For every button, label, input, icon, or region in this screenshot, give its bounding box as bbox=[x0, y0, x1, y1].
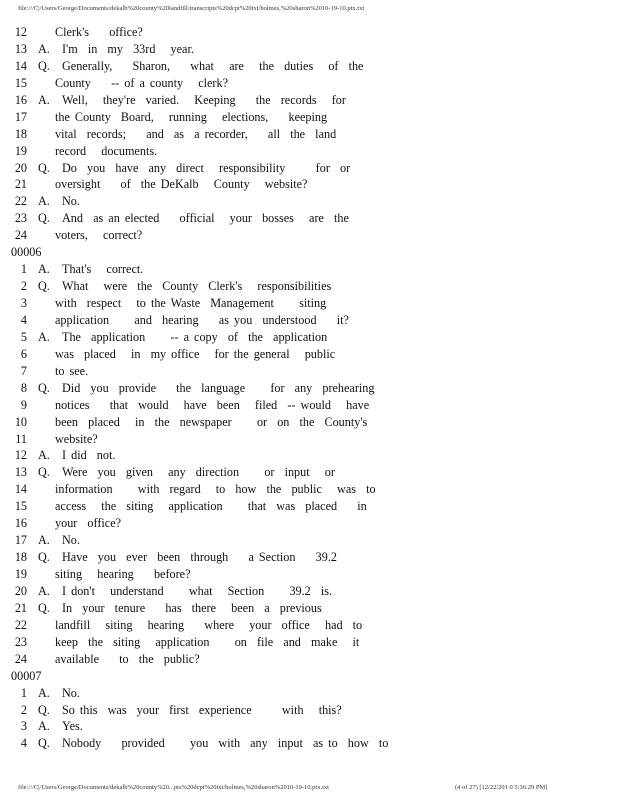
transcript-line bbox=[0, 227, 618, 244]
line-text: vital records; and as a recorder, all the land bbox=[55, 126, 337, 141]
page-number-marker: 00007 bbox=[11, 668, 42, 683]
transcript-line bbox=[0, 481, 618, 498]
line-number: 15 bbox=[14, 75, 27, 90]
transcript-line bbox=[0, 515, 618, 532]
line-number: 13 bbox=[14, 465, 27, 480]
line-number: 17 bbox=[14, 109, 27, 124]
transcript-line bbox=[0, 329, 618, 346]
transcript-line bbox=[0, 566, 618, 583]
line-number: 15 bbox=[14, 499, 27, 514]
line-number: 24 bbox=[14, 651, 27, 666]
line-number: 16 bbox=[14, 92, 27, 107]
line-text: notices that would have been filed -- would have bbox=[55, 397, 370, 412]
transcript-line bbox=[0, 447, 618, 464]
speaker-label: A. bbox=[38, 329, 50, 344]
line-number: 18 bbox=[14, 550, 27, 565]
line-number: 9 bbox=[20, 397, 27, 412]
line-number: 1 bbox=[20, 685, 27, 700]
transcript-line bbox=[0, 498, 618, 515]
transcript-line bbox=[0, 24, 618, 41]
speaker-label: Q. bbox=[38, 465, 50, 480]
line-number: 22 bbox=[14, 617, 27, 632]
line-number: 22 bbox=[14, 194, 27, 209]
transcript-line bbox=[0, 414, 618, 431]
line-text: I did not. bbox=[62, 448, 116, 463]
line-text: Clerk's office? bbox=[55, 25, 143, 39]
line-number: 5 bbox=[20, 329, 27, 344]
line-text: Nobody provided you with any input as to how to bbox=[62, 736, 389, 751]
transcript-body bbox=[0, 24, 618, 752]
line-text: Yes. bbox=[62, 719, 83, 734]
line-text: Well, they're varied. Keeping the records for bbox=[62, 92, 346, 107]
line-number: 6 bbox=[20, 346, 27, 361]
transcript-line bbox=[0, 735, 618, 752]
line-number: 17 bbox=[14, 533, 27, 548]
line-number: 21 bbox=[14, 177, 27, 192]
line-text: the County Board, running elections, keeping bbox=[55, 109, 328, 124]
line-text: Did you provide the language for any prehearing bbox=[62, 380, 375, 395]
line-text: So this was your first experience with this? bbox=[62, 702, 342, 717]
line-text: with respect to the Waste Management siting bbox=[55, 296, 327, 310]
transcript-line bbox=[0, 41, 618, 58]
transcript-line bbox=[0, 346, 618, 363]
line-number: 4 bbox=[20, 736, 27, 751]
line-text: And as an elected official your bosses are the bbox=[62, 211, 349, 226]
line-text: was placed in my office for the general public bbox=[55, 346, 336, 361]
page-marker bbox=[0, 668, 618, 685]
line-text: website? bbox=[55, 431, 98, 446]
transcript-line bbox=[0, 397, 618, 414]
page-footer bbox=[18, 784, 578, 791]
line-text: application and hearing as you understood it? bbox=[55, 312, 349, 327]
speaker-label: A. bbox=[38, 719, 50, 734]
line-text: record documents. bbox=[55, 143, 158, 158]
file-path-header: file:///C|/Users/George/Documents/dekalb%20county%20landfill/transcripts%20dcpt%20txt/holmes,%20sharon%2010-19-10.ptx.txt bbox=[18, 5, 365, 12]
line-number: 20 bbox=[14, 583, 27, 598]
line-number: 8 bbox=[20, 380, 27, 395]
line-text: Have you ever been through a Section 39.2 bbox=[62, 550, 337, 565]
line-number: 12 bbox=[14, 448, 27, 463]
transcript-line bbox=[0, 600, 618, 617]
speaker-label: A. bbox=[38, 533, 50, 548]
line-number: 14 bbox=[14, 482, 27, 497]
transcript-line bbox=[0, 58, 618, 75]
line-number: 12 bbox=[14, 25, 27, 39]
transcript-line bbox=[0, 634, 618, 651]
speaker-label: Q. bbox=[38, 160, 50, 175]
transcript-line bbox=[0, 176, 618, 193]
line-number: 3 bbox=[20, 719, 27, 734]
line-text: County -- of a county clerk? bbox=[55, 75, 228, 90]
transcript-line bbox=[0, 312, 618, 329]
transcript-line bbox=[0, 126, 618, 143]
line-number: 23 bbox=[14, 211, 27, 226]
line-text: I'm in my 33rd year. bbox=[62, 41, 194, 56]
transcript-line bbox=[0, 651, 618, 668]
transcript-line bbox=[0, 92, 618, 109]
line-number: 18 bbox=[14, 126, 27, 141]
transcript-line bbox=[0, 363, 618, 380]
line-text: No. bbox=[62, 533, 80, 548]
line-text: I don't understand what Section 39.2 is. bbox=[62, 583, 333, 598]
speaker-label: Q. bbox=[38, 550, 50, 565]
line-text: access the siting application that was placed in bbox=[55, 499, 367, 514]
line-number: 4 bbox=[20, 312, 27, 327]
line-text: landfill siting hearing where your office had to bbox=[55, 617, 363, 632]
line-number: 19 bbox=[14, 567, 27, 581]
transcript-line bbox=[0, 193, 618, 210]
speaker-label: Q. bbox=[38, 702, 50, 717]
footer-page-info: (4 of 27) [12/22/201 0 5:36:29 PM] bbox=[455, 784, 548, 791]
line-number: 13 bbox=[14, 41, 27, 56]
line-number: 23 bbox=[14, 634, 27, 649]
line-text: Generally, Sharon, what are the duties of the bbox=[62, 58, 364, 73]
speaker-label: A. bbox=[38, 583, 50, 598]
line-text: oversight of the DeKalb County website? bbox=[55, 177, 308, 192]
transcript-line bbox=[0, 431, 618, 448]
line-number: 3 bbox=[20, 296, 27, 310]
speaker-label: A. bbox=[38, 92, 50, 107]
page-number-marker: 00006 bbox=[11, 245, 42, 260]
line-text: to see. bbox=[55, 363, 89, 378]
speaker-label: A. bbox=[38, 448, 50, 463]
transcript-line bbox=[0, 532, 618, 549]
speaker-label: Q. bbox=[38, 211, 50, 226]
line-number: 14 bbox=[14, 58, 27, 73]
line-number: 16 bbox=[14, 516, 27, 531]
line-text: The application -- a copy of the application bbox=[62, 329, 328, 344]
line-number: 24 bbox=[14, 228, 27, 243]
transcript-line bbox=[0, 617, 618, 634]
transcript-line bbox=[0, 75, 618, 92]
line-text: In your tenure has there been a previous bbox=[62, 600, 322, 615]
transcript-line bbox=[0, 210, 618, 227]
line-text: Do you have any direct responsibility for or bbox=[62, 160, 351, 175]
transcript-line bbox=[0, 261, 618, 278]
transcript-line bbox=[0, 143, 618, 160]
line-text: your office? bbox=[55, 516, 122, 531]
page-marker bbox=[0, 244, 618, 261]
line-number: 11 bbox=[15, 431, 27, 446]
transcript-line bbox=[0, 295, 618, 312]
line-number: 20 bbox=[14, 160, 27, 175]
transcript-line bbox=[0, 160, 618, 177]
transcript-line bbox=[0, 583, 618, 600]
line-number: 7 bbox=[20, 363, 27, 378]
line-text: available to the public? bbox=[55, 651, 200, 666]
speaker-label: A. bbox=[38, 194, 50, 209]
transcript-line bbox=[0, 549, 618, 566]
speaker-label: A. bbox=[38, 262, 50, 277]
line-text: No. bbox=[62, 194, 80, 209]
transcript-line bbox=[0, 718, 618, 735]
line-number: 21 bbox=[14, 600, 27, 615]
transcript-line bbox=[0, 380, 618, 397]
footer-file-path: file:///C|/Users/George/Documents/dekalb%20county%20...pts%20dcpt%20txt/holmes,%20sharon%2010-19-10.ptx.txt bbox=[18, 784, 329, 791]
line-number: 1 bbox=[20, 262, 27, 277]
line-text: information with regard to how the public was to bbox=[55, 482, 376, 497]
transcript-line bbox=[0, 685, 618, 702]
line-number: 19 bbox=[14, 143, 27, 158]
line-number: 2 bbox=[20, 279, 27, 294]
transcript-line bbox=[0, 702, 618, 719]
line-text: voters, correct? bbox=[55, 228, 143, 243]
line-text: siting hearing before? bbox=[55, 567, 191, 581]
speaker-label: Q. bbox=[38, 279, 50, 294]
speaker-label: Q. bbox=[38, 58, 50, 73]
line-text: That's correct. bbox=[62, 262, 144, 277]
line-text: keep the siting application on file and make it bbox=[55, 634, 360, 649]
line-number: 2 bbox=[20, 702, 27, 717]
speaker-label: A. bbox=[38, 685, 50, 700]
line-text: been placed in the newspaper or on the County's bbox=[55, 414, 368, 429]
line-text: What were the County Clerk's responsibilities bbox=[62, 279, 332, 294]
speaker-label: Q. bbox=[38, 736, 50, 751]
speaker-label: Q. bbox=[38, 600, 50, 615]
line-text: No. bbox=[62, 685, 80, 700]
transcript-line bbox=[0, 109, 618, 126]
transcript-line bbox=[0, 464, 618, 481]
speaker-label: Q. bbox=[38, 380, 50, 395]
speaker-label: A. bbox=[38, 41, 50, 56]
line-number: 10 bbox=[14, 414, 27, 429]
line-text: Were you given any direction or input or bbox=[62, 465, 335, 480]
transcript-line bbox=[0, 278, 618, 295]
